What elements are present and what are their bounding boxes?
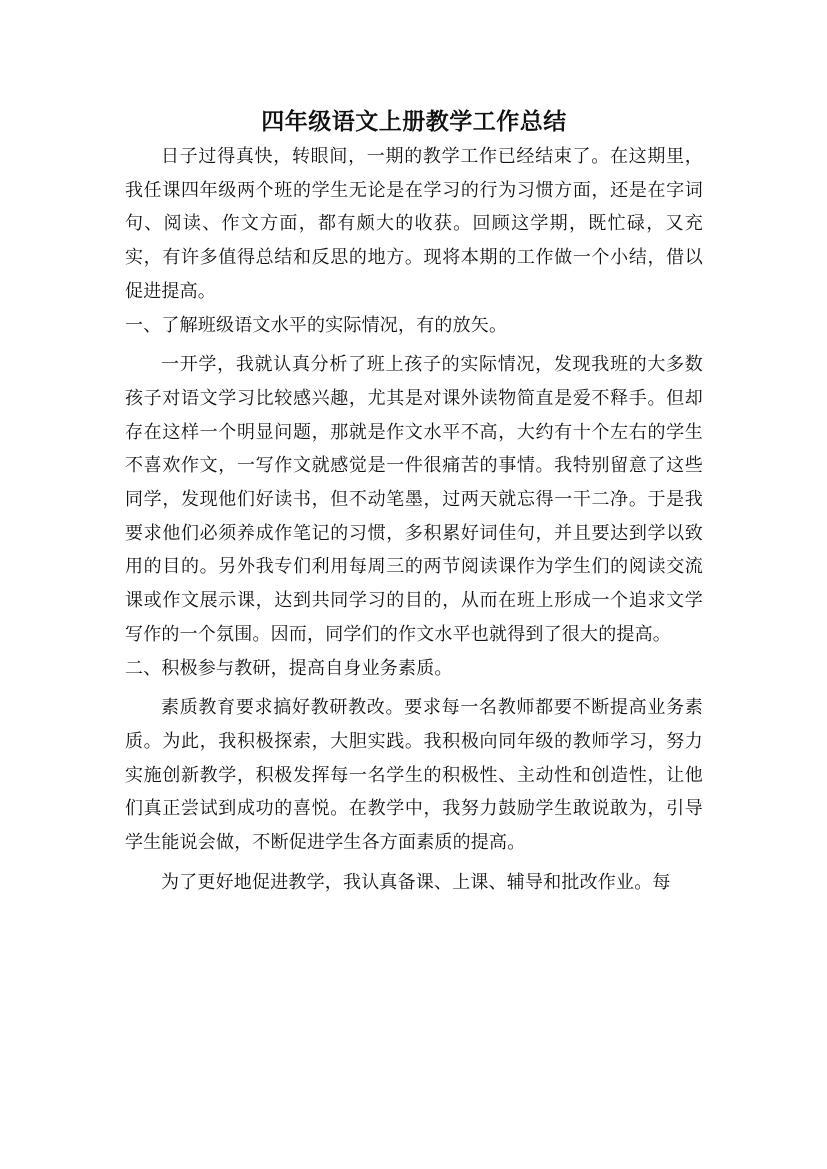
section1-paragraph: 一开学，我就认真分析了班上孩子的实际情况，发现我班的大多数孩子对语文学习比较感兴趣，尤其是对课外读物简直是爱不释手。但却存在这样一个明显问题，那就是作文水平不高，大约有十个左右的学生不喜欢作文，一写作文就感觉是一件很痛苦的事情。我特别留意了这些同学，发现他们好读书，但不动笔墨，过两天就忘得一干二净。于是我要求他们必须养成作笔记的习惯，多积累好词佳句，并且要达到学以致用的目的。另外我专们利用每周三的两节阅读课作为学生们的阅读交流课或作文展示课，达到共同学习的目的，从而在班上形成一个追求文学写作的一个氛围。因而，同学们的作文水平也就得到了很大的提高。	[125, 354, 703, 645]
document-title: 四年级语文上册教学工作总结	[261, 109, 567, 135]
section2-heading: 二、积极参与教研，提高自身业务素质。	[125, 657, 453, 679]
section2-paragraph-1: 素质教育要求搞好教研教改。要求每一名教师都要不断提高业务素质。为此，我积极探索，大胆实践。我积极向同年级的教师学习，努力实施创新教学，积极发挥每一名学生的积极性、主动性和创造性，让他们真正尝试到成功的喜悦。在教学中，我努力鼓励学生敢说敢为，引导学生能说会做，不断促进学生各方面素质的提高。	[125, 697, 703, 854]
document-page	[125, 104, 703, 899]
section1-heading: 一、了解班级语文水平的实际情况，有的放矢。	[125, 314, 508, 336]
intro-paragraph: 日子过得真快，转眼间，一期的教学工作已经结束了。在这期里，我任课四年级两个班的学生无论是在学习的行为习惯方面，还是在字词句、阅读、作文方面，都有颇大的收获。回顾这学期，既忙碌，又充实，有许多值得总结和反思的地方。现将本期的工作做一个小结，借以促进提高。	[125, 146, 703, 302]
section2-paragraph-2: 为了更好地促进教学，我认真备课、上课、辅导和批改作业。每	[161, 871, 671, 893]
